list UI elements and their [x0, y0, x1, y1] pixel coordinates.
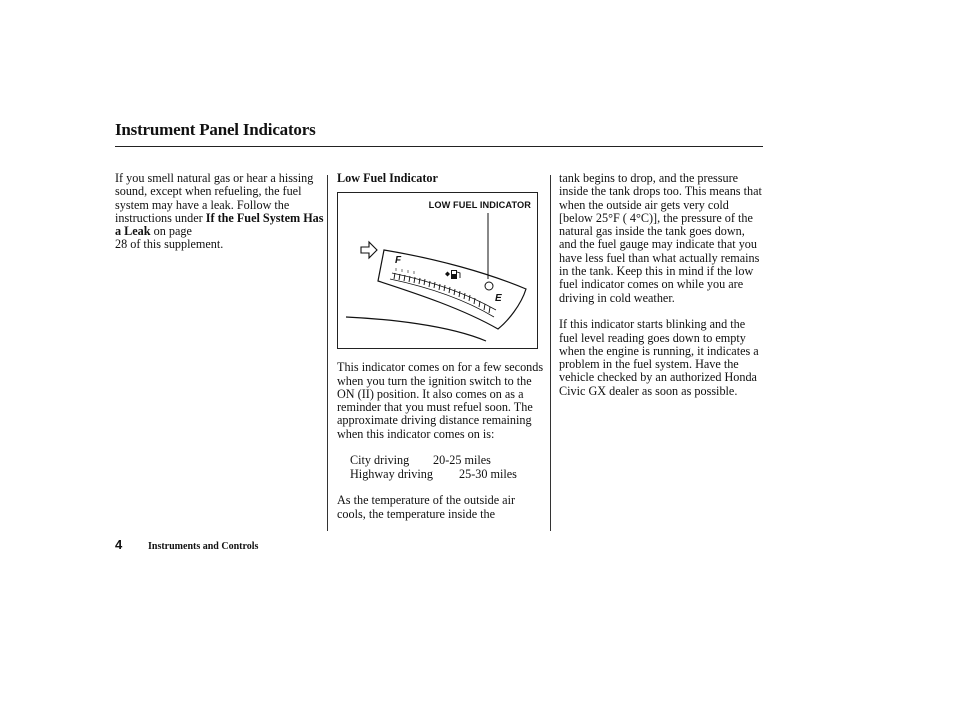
range-row-highway	[350, 468, 544, 481]
column-3	[559, 172, 764, 411]
leak-reference: If the Fuel System Has a Leak	[115, 210, 324, 239]
section-name: Instruments and Controls	[148, 541, 259, 552]
fuel-gauge-illustration	[338, 193, 539, 350]
arrow-right-icon	[361, 242, 377, 258]
fuel-pump-icon	[445, 270, 460, 279]
low-fuel-figure	[337, 192, 538, 349]
figure-label: LOW FUEL INDICATOR	[428, 200, 531, 211]
page-title: Instrument Panel Indicators	[115, 120, 316, 139]
gauge-segments	[390, 268, 496, 317]
low-fuel-heading: Low Fuel Indicator	[337, 171, 438, 185]
column-divider-2	[550, 175, 551, 531]
range-row-city	[350, 454, 544, 467]
range-table	[350, 454, 544, 481]
full-mark: F	[395, 255, 402, 267]
column-1	[115, 172, 325, 265]
low-fuel-lamp	[485, 282, 493, 290]
leak-paragraph: If you smell natural gas or hear a hissing sound, except when refueling, the fuel system may have a leak. Follow the instructions under If the Fuel System Has a Leak on page 28 of this supplement.	[115, 171, 324, 252]
blinking-paragraph: If this indicator starts blinking and the fuel level reading goes down to empty when the engine is running, it indicates a problem in the fuel system. Have the vehicle checked by an authorized Honda Civic GX dealer as soon as possible.	[559, 317, 759, 398]
column-2	[337, 172, 544, 534]
range-value: 20-25 miles	[433, 453, 491, 468]
range-label: Highway driving	[350, 466, 433, 481]
column-divider-1	[327, 175, 328, 531]
page-number: 4	[115, 537, 123, 552]
title-rule	[115, 146, 763, 147]
empty-mark: E	[495, 293, 502, 305]
indicator-paragraph: This indicator comes on for a few seconds when you turn the ignition switch to the ON (II) position. It also comes on as a reminder that you must refuel soon. The approximate driving distance remaining when this indicator comes on is:	[337, 360, 544, 441]
range-value: 25-30 miles	[459, 466, 517, 481]
range-label: City driving	[350, 453, 410, 468]
pressure-paragraph: tank begins to drop, and the pressure inside the tank drops too. This means that when the outside air gets very cold [below 25°F ( 4°C)], the pressure of the natural gas inside the tank goes down, and the fuel gauge may indicate that you have less fuel than what actually remains in the tank. Keep this in mind if the low fuel indicator comes on while you are driving in cold weather.	[559, 171, 762, 305]
temperature-paragraph: As the temperature of the outside air cools, the temperature inside the	[337, 493, 516, 521]
